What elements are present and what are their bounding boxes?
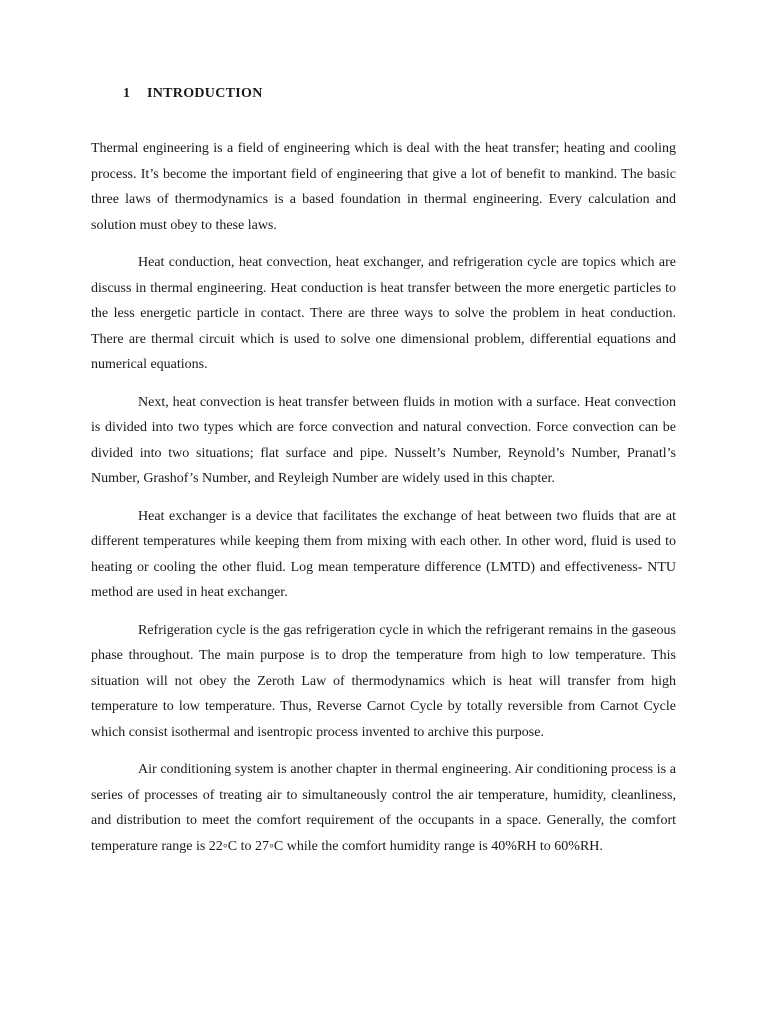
body-text (91, 136, 676, 871)
section-title: INTRODUCTION (147, 86, 263, 101)
paragraph-heat-convection: Next, heat convection is heat transfer between fluids in motion with a surface. Heat convection is divided into two types which are force convection and natural convection. Force convection can be divided into two situations; flat surface and pipe. Nusselt’s Number, Reynold’s Number, Pranatl’s Number, Grashof’s Number, and Reyleigh Number are widely used in this chapter. (91, 394, 676, 486)
paragraph-air-conditioning: Air conditioning system is another chapter in thermal engineering. Air conditioning process is a series of processes of treating air to simultaneously control the air temperature, humidity, cleanliness, and distribution to meet the comfort requirement of the occupants in a space. Generally, the comfort temperature range is 22◦C to 27◦C while the comfort humidity range is 40%RH to 60%RH. (91, 762, 676, 854)
section-number: 1 (123, 86, 131, 101)
paragraph-refrigeration-cycle: Refrigeration cycle is the gas refrigeration cycle in which the refrigerant remains in the gaseous phase throughout. The main purpose is to drop the temperature from high to low temperature. This situation will not obey the Zeroth Law of thermodynamics which is heat will transfer from high temperature to low temperature. Thus, Reverse Carnot Cycle by totally reversible from Carnot Cycle which consist isothermal and isentropic process invented to archive this purpose. (91, 622, 676, 740)
section-heading (123, 84, 263, 104)
paragraph-heat-conduction: Heat conduction, heat convection, heat exchanger, and refrigeration cycle are topics which are discuss in thermal engineering. Heat conduction is heat transfer between the more energetic particles to the less energetic particle in contact. There are three ways to solve the problem in heat conduction. There are thermal circuit which is used to solve one dimensional problem, differential equations and numerical equations. (91, 255, 676, 372)
paragraph-thermal-engineering: Thermal engineering is a field of engineering which is deal with the heat transfer; heating and cooling process. It’s become the important field of engineering that give a lot of benefit to mankind. The basic three laws of thermodynamics is a based foundation in thermal engineering. Every calculation and solution must obey to these laws. (91, 141, 676, 233)
paragraph-heat-exchanger: Heat exchanger is a device that facilitates the exchange of heat between two fluids that are at different temperatures while keeping them from mixing with each other. In other word, fluid is used to heating or cooling the other fluid. Log mean temperature difference (LMTD) and effectiveness- NTU method are used in heat exchanger. (91, 508, 676, 600)
